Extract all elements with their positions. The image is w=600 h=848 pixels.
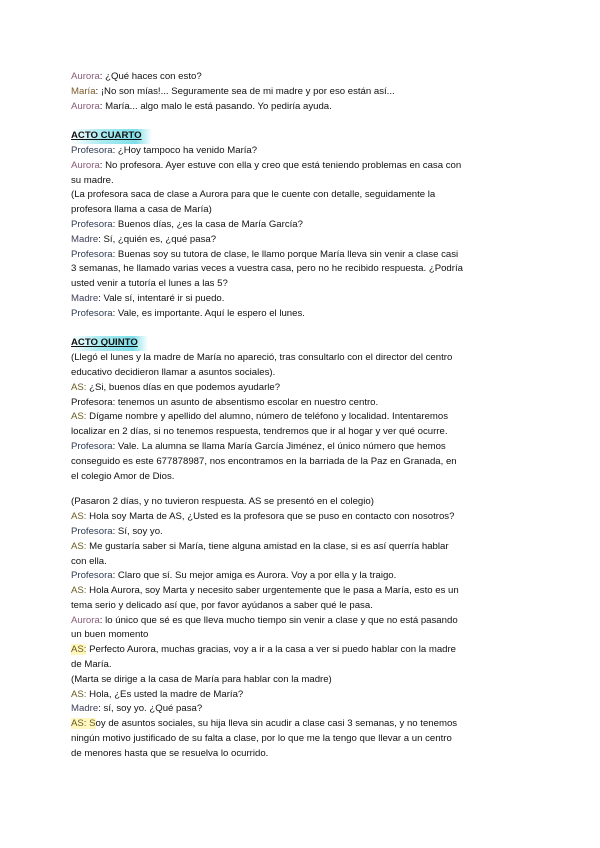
act-four-heading: ACTO CUARTO (71, 129, 152, 144)
dialogue-line (71, 307, 531, 322)
line-text: Hola Aurora, soy Marta y necesito saber urgentemente que le pasa a María, esto es un (86, 585, 459, 597)
speaker-as: AS: (71, 688, 87, 700)
act-heading (71, 129, 531, 144)
line-text: : Vale, es importante. Aquí le espero el lunes. (112, 307, 305, 319)
speaker-aurora: Aurora (71, 614, 100, 626)
dialogue-line-cont: usted venir a tutoría el lunes a las 5? (71, 278, 228, 290)
dialogue-line (71, 569, 531, 584)
speaker-as: AS: (71, 585, 87, 597)
dialogue-line (71, 248, 531, 263)
dialogue-line (71, 233, 531, 248)
script-text (71, 70, 531, 762)
dialogue-line-cont: un buen momento (71, 629, 149, 641)
speaker-as: AS: S (71, 718, 96, 730)
line-text: Dígame nombre y apellido del alumno, número de teléfono y localidad. Intentaremos (86, 411, 449, 423)
speaker-as: AS: (71, 381, 87, 393)
stage-direction: (La profesora saca de clase a Aurora para que le cuente con detalle, seguidamente la (71, 189, 436, 201)
speaker-madre: Madre (71, 703, 99, 715)
dialogue-line (71, 218, 531, 233)
line-text: Hola, ¿Es usted la madre de María? (86, 688, 244, 700)
dialogue-line (71, 643, 531, 658)
stage-direction: (Pasaron 2 días, y no tuvieron respuesta. AS se presentó en el colegio) (71, 496, 374, 508)
dialogue-line (71, 410, 531, 425)
act-heading (71, 336, 531, 351)
line-text: : lo único que sé es que lleva mucho tiempo sin venir a clase y que no está pasando (99, 614, 458, 626)
dialogue-line (71, 540, 531, 555)
speaker-profesora: Profesora (71, 307, 113, 319)
line-text: : Claro que sí. Su mejor amiga es Aurora. Voy a por ella y la traigo. (112, 570, 397, 582)
line-text: Hola soy Marta de AS, ¿Usted es la profesora que se puso en contacto con nosotros? (86, 511, 455, 523)
stage-direction: (Marta se dirige a la casa de María para hablar con la madre) (71, 673, 332, 685)
line-text: : Buenos días, ¿es la casa de María García? (112, 218, 303, 230)
dialogue-line (71, 688, 531, 703)
dialogue-line (71, 525, 531, 540)
dialogue-line-cont: de María. (71, 659, 112, 671)
speaker-as: AS: (71, 511, 87, 523)
dialogue-line (71, 100, 531, 115)
dialogue-line (71, 510, 531, 525)
line-text: : Vale sí, intentaré ir si puedo. (98, 292, 225, 304)
stage-direction-cont: profesora llama a casa de María) (71, 204, 212, 216)
line-text: : sí, soy yo. ¿Qué pasa? (98, 703, 203, 715)
dialogue-line (71, 292, 531, 307)
dialogue-line (71, 144, 531, 159)
speaker-aurora: Aurora (71, 159, 100, 171)
dialogue-line (71, 717, 531, 732)
speaker-as: AS: (71, 540, 87, 552)
dialogue-line-cont: con ella. (71, 555, 107, 567)
speaker-madre: Madre (71, 233, 99, 245)
line-text: oy de asuntos sociales, su hija lleva sin acudir a clase casi 3 semanas, y no tenemos (95, 718, 458, 730)
speaker-maria: María (71, 85, 96, 97)
line-text: : No profesora. Ayer estuve con ella y creo que está teniendo problemas en casa con (99, 159, 462, 171)
line-text: : Buenas soy su tutora de clase, le llamo porque María lleva sin venir a clase casi (112, 248, 459, 260)
line-text: : María... algo malo le está pasando. Yo pediría ayuda. (99, 100, 332, 112)
dialogue-line-cont: el colegio Amor de Dios. (71, 470, 175, 482)
line-text: : Sí, ¿quién es, ¿qué pasa? (98, 233, 217, 245)
dialogue-line (71, 381, 531, 396)
line-text: : ¿Hoy tampoco ha venido María? (112, 144, 258, 156)
dialogue-line-cont: de menores hasta que se resuelva lo ocurrido. (71, 747, 269, 759)
speaker-profesora: Profesora (71, 218, 113, 230)
speaker-as: AS: (71, 411, 87, 423)
dialogue-line (71, 702, 531, 717)
speaker-profesora: Profesora (71, 440, 113, 452)
line-text: : Sí, soy yo. (112, 525, 163, 537)
speaker-as: AS: (71, 644, 87, 656)
speaker-profesora: Profesora (71, 248, 113, 260)
dialogue-line-cont: tema serio y delicado así que, por favor ayúdanos a saber qué le pasa. (71, 599, 373, 611)
dialogue-line (71, 159, 531, 174)
dialogue-line (71, 614, 531, 629)
line-text: : Vale. La alumna se llama María García Jiménez, el único número que hemos (112, 440, 446, 452)
speaker-aurora: Aurora (71, 71, 100, 82)
dialogue-line (71, 440, 531, 455)
dialogue-line: Profesora: tenemos un asunto de absentismo escolar en nuestro centro. (71, 396, 379, 408)
line-text: Me gustaría saber si María, tiene alguna amistad en la clase, si es así querría hablar (86, 540, 449, 552)
speaker-madre: Madre (71, 292, 99, 304)
dialogue-line-cont: su madre. (71, 174, 114, 186)
dialogue-line (71, 584, 531, 599)
line-text: : ¡No son mías!... Seguramente sea de mi madre y por eso están así... (95, 85, 395, 97)
speaker-profesora: Profesora (71, 570, 113, 582)
dialogue-line-cont: conseguido es este 677878987, nos encontramos en la barriada de la Paz en Granada, en (71, 455, 457, 467)
line-text: : ¿Qué haces con esto? (99, 71, 202, 82)
stage-direction-cont: educativo decidieron llamar a asuntos sociales). (71, 366, 276, 378)
act-five-heading: ACTO QUINTO (71, 336, 148, 351)
stage-direction: (Llegó el lunes y la madre de María no apareció, tras consultarlo con el director del centro (71, 352, 453, 364)
line-text: ¿Si, buenos días en que podemos ayudarle? (86, 381, 281, 393)
speaker-profesora: Profesora (71, 525, 113, 537)
dialogue-line (71, 70, 531, 85)
dialogue-line-cont: localizar en 2 días, si no tenemos respuesta, tendremos que ir al hogar y ver qué ocurre. (71, 426, 448, 438)
speaker-aurora: Aurora (71, 100, 100, 112)
speaker-profesora: Profesora (71, 144, 113, 156)
line-text: Perfecto Aurora, muchas gracias, voy a ir a la casa a ver si puedo hablar con la madre (86, 644, 457, 656)
dialogue-line-cont: 3 semanas, he llamado varias veces a vuestra casa, pero no he recibido respuesta. ¿Podría (71, 263, 463, 275)
dialogue-line (71, 85, 531, 100)
dialogue-line-cont: ningún motivo justificado de su falta a clase, por lo que me la tengo que llevar a un centro (71, 733, 452, 745)
